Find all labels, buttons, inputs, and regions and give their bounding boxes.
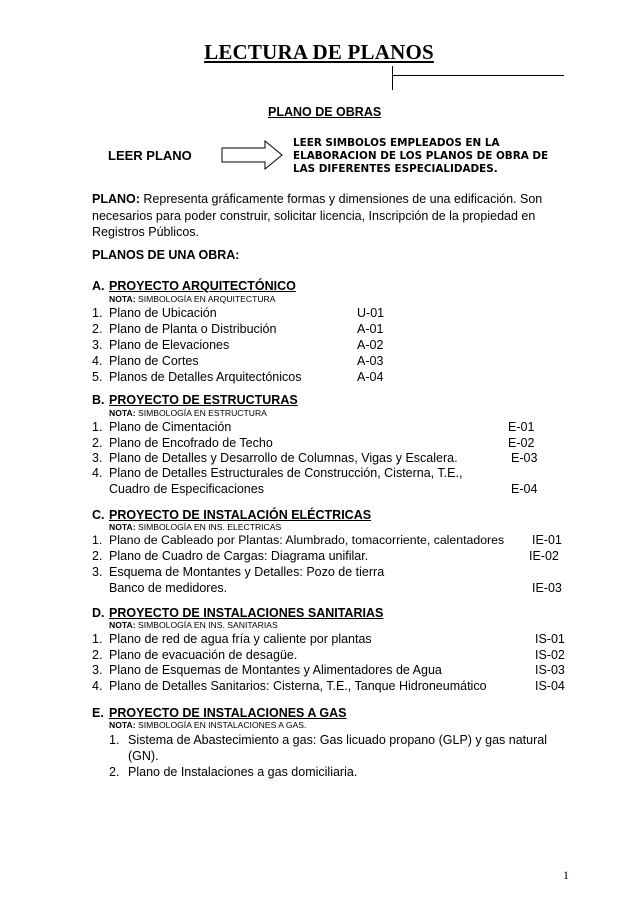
leer-desc-line: LAS DIFERENTES ESPECIALIDADES. <box>293 163 498 175</box>
item-text: Esquema de Montantes y Detalles: Pozo de tierra <box>109 565 385 579</box>
list-item <box>92 354 199 368</box>
section-nota <box>109 620 278 630</box>
list-item <box>92 338 229 352</box>
list-item <box>92 679 487 693</box>
section-letter: C. <box>92 508 105 522</box>
leer-desc-line: ELABORACION DE LOS PLANOS DE OBRA DE <box>293 150 549 162</box>
section-heading <box>92 706 347 720</box>
list-item <box>92 632 372 646</box>
section-title: PROYECTO DE INSTALACIONES SANITARIAS <box>109 606 384 620</box>
section-heading <box>92 393 298 407</box>
nota-text: SIMBOLOGÍA EN INS. SANITARIAS <box>135 620 278 630</box>
list-item <box>92 451 458 465</box>
section-letter: D. <box>92 606 105 620</box>
title-rule-horizontal <box>392 75 564 76</box>
right-arrow-icon <box>221 140 283 170</box>
nota-label: NOTA: <box>109 294 136 304</box>
item-number: 1. <box>92 420 103 434</box>
leer-plano-description <box>293 137 583 176</box>
subtitle: PLANO DE OBRAS <box>268 105 382 119</box>
item-number: 3. <box>92 565 103 579</box>
section-title: PROYECTO ARQUITECTÓNICO <box>109 279 296 293</box>
section-heading <box>92 606 383 620</box>
item-text: Plano de Elevaciones <box>109 338 230 352</box>
list-item <box>92 436 273 450</box>
item-code: IE-03 <box>532 581 562 595</box>
list-item <box>92 533 504 547</box>
item-number: 1. <box>92 632 103 646</box>
item-text: Plano de Detalles Sanitarios: Cisterna, T.E., Tanque Hidroneumático <box>109 679 487 693</box>
item-text: Plano de Cuadro de Cargas: Diagrama unifilar. <box>109 549 369 563</box>
item-text: Plano de evacuación de desagüe. <box>109 648 298 662</box>
item-number: 1. <box>109 733 120 747</box>
item-text: Plano de Ubicación <box>109 306 217 320</box>
definition-term: PLANO: <box>92 192 140 206</box>
item-number: 3. <box>92 338 103 352</box>
nota-label: NOTA: <box>109 408 136 418</box>
list-item <box>109 765 357 779</box>
list-item <box>92 420 231 434</box>
list-item <box>109 733 547 747</box>
list-item <box>92 306 217 320</box>
plano-definition <box>92 191 572 241</box>
item-number: 4. <box>92 679 103 693</box>
page-number: 1 <box>563 868 569 882</box>
section-nota <box>109 294 276 304</box>
item-code: A-02 <box>357 338 384 352</box>
definition-line: necesarios para poder construir, solicitar licencia, Inscripción de la propiedad en <box>92 208 536 223</box>
item-text: Planos de Detalles Arquitectónicos <box>109 370 302 384</box>
item-number: 4. <box>92 466 103 480</box>
item-number: 3. <box>92 663 103 677</box>
nota-text: SIMBOLOGÍA EN ESTRUCTURA <box>135 408 267 418</box>
nota-text: SIMBOLOGÍA EN INSTALACIONES A GAS. <box>135 720 307 730</box>
leer-desc-line: LEER SIMBOLOS EMPLEADOS EN LA <box>293 137 500 149</box>
nota-label: NOTA: <box>109 720 136 730</box>
section-heading <box>92 279 296 293</box>
item-number: 5. <box>92 370 103 384</box>
item-code: E-02 <box>508 436 535 450</box>
list-item <box>92 648 297 662</box>
section-nota <box>109 522 281 532</box>
item-number: 1. <box>92 306 103 320</box>
section-nota <box>109 720 306 730</box>
item-number: 2. <box>92 549 103 563</box>
item-number: 2. <box>92 436 103 450</box>
item-number: 2. <box>92 648 103 662</box>
leer-plano-label: LEER PLANO <box>108 148 192 163</box>
planos-heading: PLANOS DE UNA OBRA: <box>92 248 240 262</box>
section-title: PROYECTO DE INSTALACIÓN ELÉCTRICAS <box>109 508 372 522</box>
definition-line: Registros Públicos. <box>92 225 199 239</box>
nota-label: NOTA: <box>109 522 136 532</box>
nota-text: SIMBOLOGÍA EN INS. ELECTRICAS <box>135 522 282 532</box>
section-nota <box>109 408 267 418</box>
nota-label: NOTA: <box>109 620 136 630</box>
section-title: PROYECTO DE ESTRUCTURAS <box>109 393 298 407</box>
item-text: Cuadro de Especificaciones <box>109 482 264 496</box>
list-item-continuation <box>128 749 159 763</box>
item-code: A-04 <box>357 370 384 384</box>
list-item <box>92 370 301 384</box>
item-number: 3. <box>92 451 103 465</box>
item-code: E-04 <box>511 482 538 496</box>
section-title: PROYECTO DE INSTALACIONES A GAS <box>109 706 347 720</box>
item-number: 4. <box>92 354 103 368</box>
item-text: Plano de Instalaciones a gas domiciliaria. <box>128 765 358 779</box>
item-code: A-01 <box>357 322 384 336</box>
item-text: Plano de Esquemas de Montantes y Alimentadores de Agua <box>109 663 442 677</box>
list-item <box>92 663 442 677</box>
section-letter: E. <box>92 706 104 720</box>
item-code: IS-01 <box>535 632 565 646</box>
item-text: Plano de red de agua fría y caliente por plantas <box>109 632 372 646</box>
item-text: Sistema de Abastecimiento a gas: Gas licuado propano (GLP) y gas natural <box>128 733 547 747</box>
page-title: LECTURA DE PLANOS <box>204 40 434 64</box>
item-text: Plano de Cimentación <box>109 420 232 434</box>
item-text: Plano de Cortes <box>109 354 199 368</box>
list-item <box>92 549 368 563</box>
item-code: U-01 <box>357 306 385 320</box>
section-letter: A. <box>92 279 105 293</box>
item-number: 1. <box>92 533 103 547</box>
list-item <box>92 322 276 336</box>
list-item-continuation <box>109 581 227 595</box>
item-code: IE-02 <box>529 549 559 563</box>
item-text: Plano de Detalles y Desarrollo de Columnas, Vigas y Escalera. <box>109 451 458 465</box>
section-heading <box>92 508 371 522</box>
list-item-continuation <box>109 482 264 496</box>
item-text: Plano de Planta o Distribución <box>109 322 277 336</box>
list-item <box>92 565 384 579</box>
item-code: E-01 <box>508 420 535 434</box>
list-item <box>92 466 462 480</box>
item-code: IS-04 <box>535 679 565 693</box>
item-text: (GN). <box>128 749 159 763</box>
item-text: Plano de Encofrado de Techo <box>109 436 273 450</box>
item-code: A-03 <box>357 354 384 368</box>
item-number: 2. <box>109 765 120 779</box>
nota-text: SIMBOLOGÍA EN ARQUITECTURA <box>135 294 276 304</box>
item-code: E-03 <box>511 451 538 465</box>
item-code: IS-03 <box>535 663 565 677</box>
item-code: IE-01 <box>532 533 562 547</box>
item-text: Plano de Cableado por Plantas: Alumbrado, tomacorriente, calentadores <box>109 533 505 547</box>
section-letter: B. <box>92 393 105 407</box>
definition-line: Representa gráficamente formas y dimensiones de una edificación. Son <box>139 192 543 206</box>
item-code: IS-02 <box>535 648 565 662</box>
item-number: 2. <box>92 322 103 336</box>
item-text: Plano de Detalles Estructurales de Construcción, Cisterna, T.E., <box>109 466 463 480</box>
title-rule-vertical <box>392 66 393 90</box>
item-text: Banco de medidores. <box>109 581 228 595</box>
